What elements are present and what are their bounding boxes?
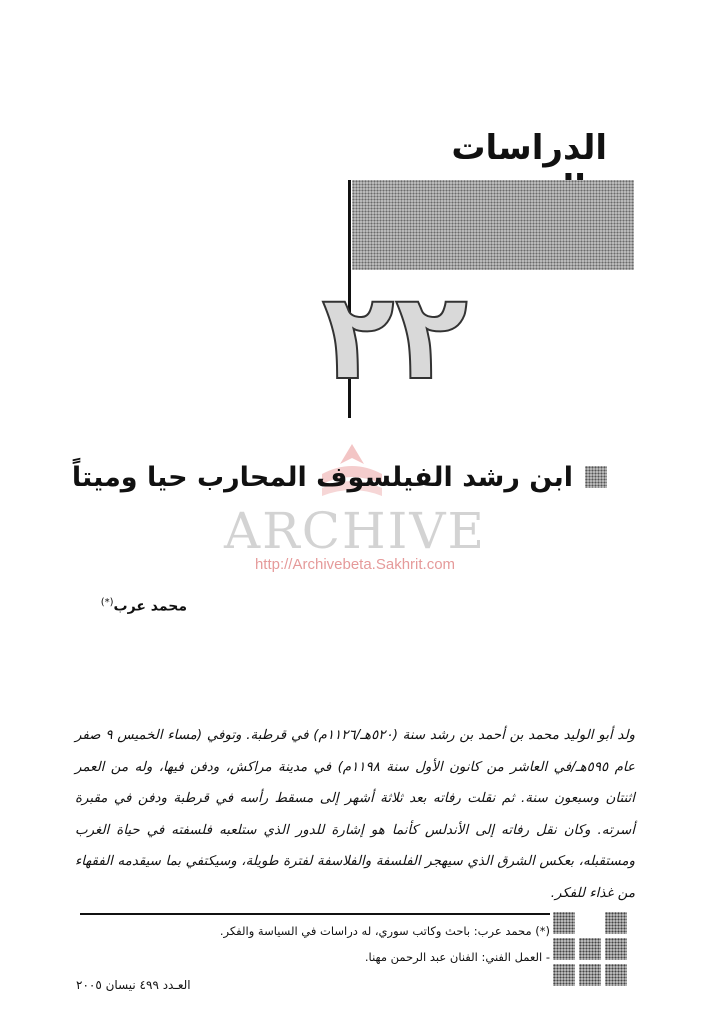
decor-square [553, 912, 575, 934]
author-note-marker: (*) [100, 597, 114, 608]
title-square [585, 466, 607, 488]
watermark-word: ARCHIVE [224, 502, 486, 560]
section-number: ٢٢ [321, 268, 468, 407]
decor-square [553, 964, 575, 986]
watermark-url: http://Archivebeta.Sakhrit.com [254, 556, 456, 573]
decor-square [605, 938, 627, 960]
decor-square [553, 938, 575, 960]
footnotes [80, 918, 550, 970]
decor-square [579, 912, 601, 934]
article-title-row [71, 452, 607, 502]
issue-line: العـدد ٤٩٩ نيسان ٢٠٠٥ [76, 978, 191, 992]
dotted-panel [352, 180, 634, 270]
footnote-artwork: - العمل الفني: الفنان عبد الرحمن مهنا. [364, 950, 550, 964]
corner-squares [553, 912, 633, 990]
decor-square [605, 964, 627, 986]
article-title: ابن رشد الفيلسوف المحارب حيا وميتاً [71, 461, 573, 493]
body-paragraph: ولد أبو الوليد محمد بن أحمد بن رشد سنة (٥٢٠هـ/١١٢٦م) في قرطبة. وتوفي (مساء الخميس ٩ صفر عام ٥٩٥هـ/في العاشر من كانون الأول سنة ١١٩٨م) في مدينة مراكش، ودفن فيها، وله من العمر اثنتان وسبعون سنة. ثم نقلت رفاته بعد ثلاثة أشهر إلى مسقط رأسه في قرطبة ودفن في مقبرة أسرته. وكان نقل رفاته إلى الأندلس كأنما هو إشارة للدور الذي ستلعبه فلسفته في حياة الغرب ومستقبله، بعكس الشرق الذي سيهجر الفلسفة والفلاسفة لفترة طويلة، وسيكتفي بما سيقدمه الفقهاء من غذاء للفكر. [75, 728, 635, 901]
author-name: محمد عرب [113, 598, 187, 615]
decor-square [579, 938, 601, 960]
decor-square [605, 912, 627, 934]
footnote-rule [80, 913, 550, 915]
decor-square [579, 964, 601, 986]
section-title: الدراسات [451, 128, 607, 168]
footnote-author: (*) محمد عرب: باحث وكاتب سوري، له دراسات في السياسة والفكر. [219, 924, 550, 938]
author-line [47, 597, 187, 615]
